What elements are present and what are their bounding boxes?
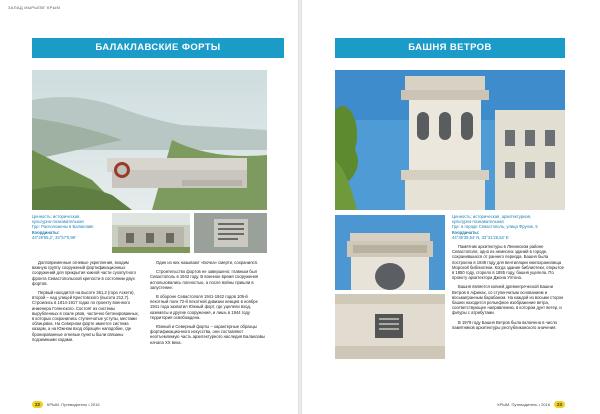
tower-of-winds-image — [335, 70, 565, 210]
fort-ruins-image — [112, 213, 190, 253]
coordinates-label: Координаты: — [32, 229, 60, 235]
left-column-1 — [32, 260, 142, 346]
page-number: 23 — [554, 401, 565, 408]
coordinates-label: Координаты: — [452, 229, 480, 235]
paragraph: В 1979 году Башня Ветров была включена в число памятников архитектуры республиканского значения. — [452, 319, 558, 330]
right-page — [302, 0, 600, 414]
page-title: БАЛАКЛАВСКИЕ ФОРТЫ — [32, 38, 284, 58]
fort-landscape-photo — [32, 70, 267, 210]
caption-value-2: культурно-познавательная — [32, 219, 84, 225]
fort-landscape-image — [32, 70, 267, 210]
paragraph: Долговременные огневые укрепления, входим важную группу сооружений фортификационных сооружений для прикрытия южной части сухопутного фронта Севастопольской крепости в состоянии двух фортов. — [32, 260, 136, 286]
page-number: 22 — [32, 401, 43, 408]
coordinates-value: 44°36'39,54' N, 33°31'26,53' E — [452, 234, 509, 240]
caption-location: Где: в городе Севастополь, улица Фрунзе, 5 — [452, 224, 538, 230]
caption-location: Где: Расположены в Балаклаве — [32, 224, 94, 230]
tower-detail-photo — [335, 215, 445, 290]
tower-plaque-image — [335, 294, 445, 359]
coordinates-value: 44°29'55,2', 33°57'0,98' — [32, 234, 76, 240]
fort-ruins-photo — [112, 213, 190, 253]
tower-of-winds-photo — [335, 70, 565, 210]
right-column — [452, 244, 567, 334]
running-head: ЗАПАД ИЫРЬЕВГ КРЫМ — [8, 5, 61, 10]
left-page — [0, 0, 298, 414]
fort-plaque-photo — [194, 213, 267, 253]
fort-plaque-image — [194, 213, 267, 253]
caption-value: Ценность: историческая, архитектурная, — [452, 214, 532, 219]
tower-plaque-photo — [335, 294, 445, 359]
left-footer — [32, 401, 100, 408]
paragraph: Памятник архитектуры в Ленинском районе Севастополя, одно из немногих зданий в городе, сохранившихся от раннего периода. Башня была построена в 1849 году для вентиляции книгохранилища Морской библиотеки. Когда здание библиотеки, открытое в 1850 году, сгорело в 1855 году, башня уцелела. По проекту архитектора Джона Уптона. — [452, 244, 564, 281]
right-caption — [452, 214, 567, 240]
paragraph: Один из них называют «Бочка» смерти, сохранился. — [156, 260, 259, 265]
page-title: БАШНЯ ВЕТРОВ — [335, 38, 565, 58]
caption-value: Ценность: историческая, — [32, 214, 81, 219]
paragraph: В обороне Севастополя 1941-1942 годов 105-й пехотный полк 72-й пехотной дивизии немцев в ноябре 1941 года захватил Южный форт, где уцелели вход, казематы и другие сооружения, и лишь в 1944 году территория освобождена. — [150, 294, 258, 320]
caption-value-2: культурно-познавательная — [452, 219, 504, 225]
left-caption — [32, 214, 110, 240]
right-footer — [497, 401, 565, 408]
footer-text: КРЫМ. Путеводитель • 2016 — [47, 402, 100, 407]
paragraph: Строительство фортов не завершено: главным был Севастополь в 1942 году. В военное время сооружения использовались полностью, а после войны пришли в запустение. — [150, 269, 259, 290]
footer-text: КРЫМ. Путеводитель • 2016 — [497, 402, 550, 407]
tower-detail-image — [335, 215, 445, 290]
paragraph: Южный и Северный форты – характерные образцы фортификационного искусства, они составляют неотъемлемую часть архитектурного наследия Балаклавы начала XX века. — [150, 324, 265, 345]
paragraph: Первый находится на высоте 361,2 (гора Аскети), второй – над улицей Крестовского (высота 212,7). Строились в 1914-1917 годах по проекту военного инженера Голенского. Состоят из системы вырубленных в скале рвов, частично бетонированных, в которых сохранились ступенчатые уступы, местами облицовка. На Северном форте имеется система казарм, а на Южном вход обращён наподобие, где бронированные огневые пункты были связаны подземными ходами. — [32, 290, 139, 342]
paragraph: Башня является копией древнегреческой Башни Ветров в Афинах, со ступенчатым основанием и восьмигранным барабаном. На каждой из восьми сторон башни находится рельефное изображение ветра, соответствующее направлению, в котором дует ветер, и фигуры с атрибутами. — [452, 284, 564, 316]
left-column-2 — [150, 260, 265, 349]
